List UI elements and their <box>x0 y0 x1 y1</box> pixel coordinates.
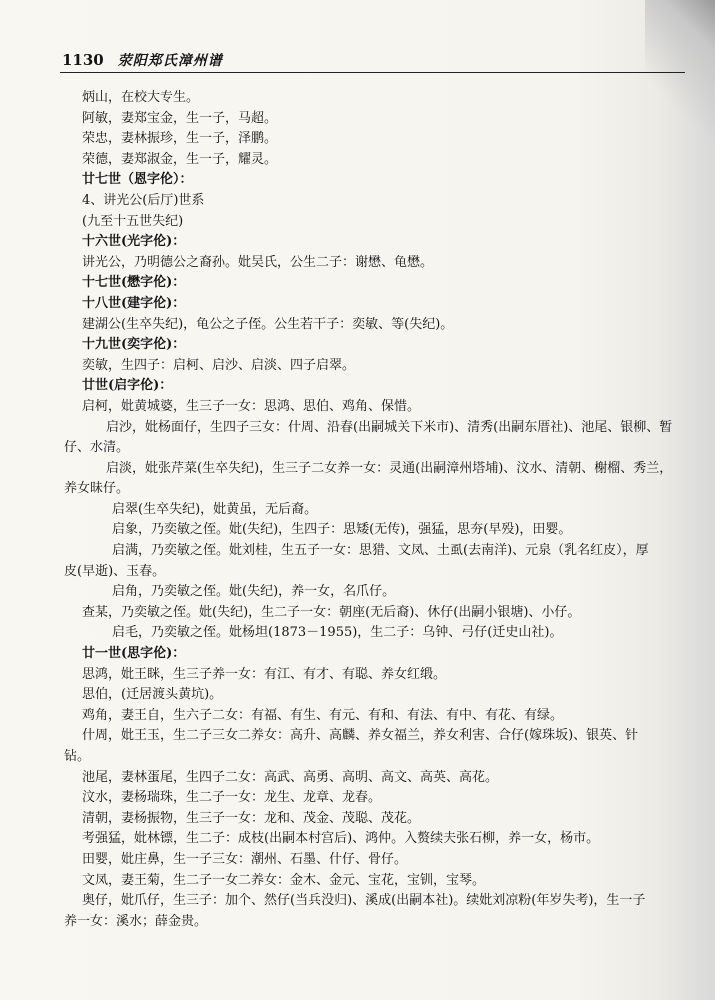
text-line: 思鸿，妣王眯，生三子养一女：有江、有才、有聪、养女红缎。 <box>82 666 447 682</box>
text-line: 考强猛，妣林镖，生二子：成枝(出嗣本村宫后)、鸿仲。入赘续夫张石柳，养一女，杨市。 <box>82 831 600 847</box>
text-line: 4、讲光公(后厅)世系 <box>82 192 205 208</box>
generation-heading: 十六世(光字伦)： <box>82 234 186 250</box>
text-line: 田婴，妣庄鼻，生一子三女：潮州、石墨、什仔、骨仔。 <box>82 851 408 867</box>
text-line: 池尾，妻林蛋尾，生四子二女：高武、高勇、高明、高文、高英、高花。 <box>82 769 499 785</box>
text-line: 奥仔，妣爪仔，生三子：加个、然仔(当兵没归)、溪成(出嗣本社)。续妣刘凉粉(年岁失考)，生一子 <box>82 893 646 909</box>
text-line: 讲光公，乃明德公之裔孙。妣吴氏，公生二子：谢懋、龟懋。 <box>82 254 434 270</box>
text-line: 荣忠，妻林振珍，生一子，泽鹏。 <box>82 131 278 147</box>
text-line: 查某，乃奕敏之侄。妣(失纪)，生二子一女：朝座(无后裔)、休仔(出嗣小银塘)、小仔。 <box>82 604 581 620</box>
text-line: 启淡，妣张芹菜(生卒失纪)，生三子二女养一女：灵通(出嗣漳州塔埔)、汶水、清朝、榭榴、秀兰， <box>106 460 673 476</box>
text-line: 阿敏，妻郑宝金，生一子，马超。 <box>82 110 278 126</box>
text-line: 养一女：溪水；薛金贵。 <box>64 913 208 929</box>
text-line: 思伯，(迁居渡头黄坑)。 <box>82 687 223 703</box>
generation-heading: 十八世(建字伦)： <box>82 295 186 311</box>
text-line: 荣德，妻郑淑金，生一子，耀灵。 <box>82 151 278 167</box>
text-line: 仔、水清。 <box>64 440 130 456</box>
generation-heading: 廿世(启字伦)： <box>82 378 173 394</box>
text-line: 钻。 <box>64 749 91 764</box>
text-line: 鸡角，妻王自，生六子二女：有福、有生、有元、有和、有法、有中、有花、有绿。 <box>82 707 564 723</box>
genealogy-text <box>64 88 697 932</box>
text-line: 启角，乃奕敏之侄。妣(失纪)，养一女，名爪仔。 <box>112 584 396 600</box>
page-number: 1130 <box>62 51 104 69</box>
page-header <box>62 50 682 72</box>
text-line: 养女昧仔。 <box>64 481 130 497</box>
text-line: 汶水，妻杨瑞珠，生二子一女：龙生、龙章、龙春。 <box>82 790 382 806</box>
text-line: 清朝，妻杨振物，生三子一女：龙和、茂金、茂聪、茂花。 <box>82 810 421 826</box>
text-line: 启满，乃奕敏之侄。妣刘桂，生五子一女：思猎、文凤、土虱(去南洋)、元泉（乳名红皮），厚 <box>112 543 649 559</box>
running-title: 荥阳郑氏漳州谱 <box>117 53 223 69</box>
text-line: 什周，妣王玉，生二子三女二养女：高升、高麟、养女福兰，养女利害、合仔(嫁珠坂)、银英、针 <box>82 728 639 744</box>
generation-heading: 廿一世(思字伦)： <box>82 646 186 662</box>
generation-heading: 廿七世（恩字伦）： <box>82 172 193 188</box>
text-line: (九至十五世失纪) <box>82 213 184 229</box>
text-line: 启柯，妣黄城婆，生三子一女：思鸿、思伯、鸡角、保惜。 <box>82 398 421 414</box>
generation-heading: 十九世(奕字伦)： <box>82 337 186 353</box>
text-line: 启毛，乃奕敏之侄。妣杨坦(1873－1955)，生二子：乌钟、弓仔(迁史山社)。 <box>112 625 563 641</box>
generation-heading: 十七世(懋字伦)： <box>82 275 186 291</box>
text-line: 建湖公(生卒失纪)，龟公之子侄。公生若干子：奕敏、等(失纪)。 <box>82 316 454 332</box>
text-line: 启沙，妣杨面仔，生四子三女：什周、沿春(出嗣城关下米市)、清秀(出嗣东厝社)、池尾、银柳、暂 <box>106 419 673 435</box>
text-line: 皮(早逝)、玉春。 <box>64 563 166 579</box>
text-line: 启象，乃奕敏之侄。妣(失纪)，生四子：思矮(无传)，强猛，思夯(早殁)，田婴。 <box>112 522 572 538</box>
text-line: 炳山，在校大专生。 <box>82 90 200 105</box>
text-line: 奕敏，生四子：启柯、启沙、启淡、四子启翠。 <box>82 357 356 373</box>
text-line: 文凤，妻王菊，生二子一女二养女：金木、金元、宝花，宝钏，宝琴。 <box>82 872 486 888</box>
text-line: 启翠(生卒失纪)，妣黄虽，无后裔。 <box>112 501 318 517</box>
header-rule <box>60 72 685 73</box>
